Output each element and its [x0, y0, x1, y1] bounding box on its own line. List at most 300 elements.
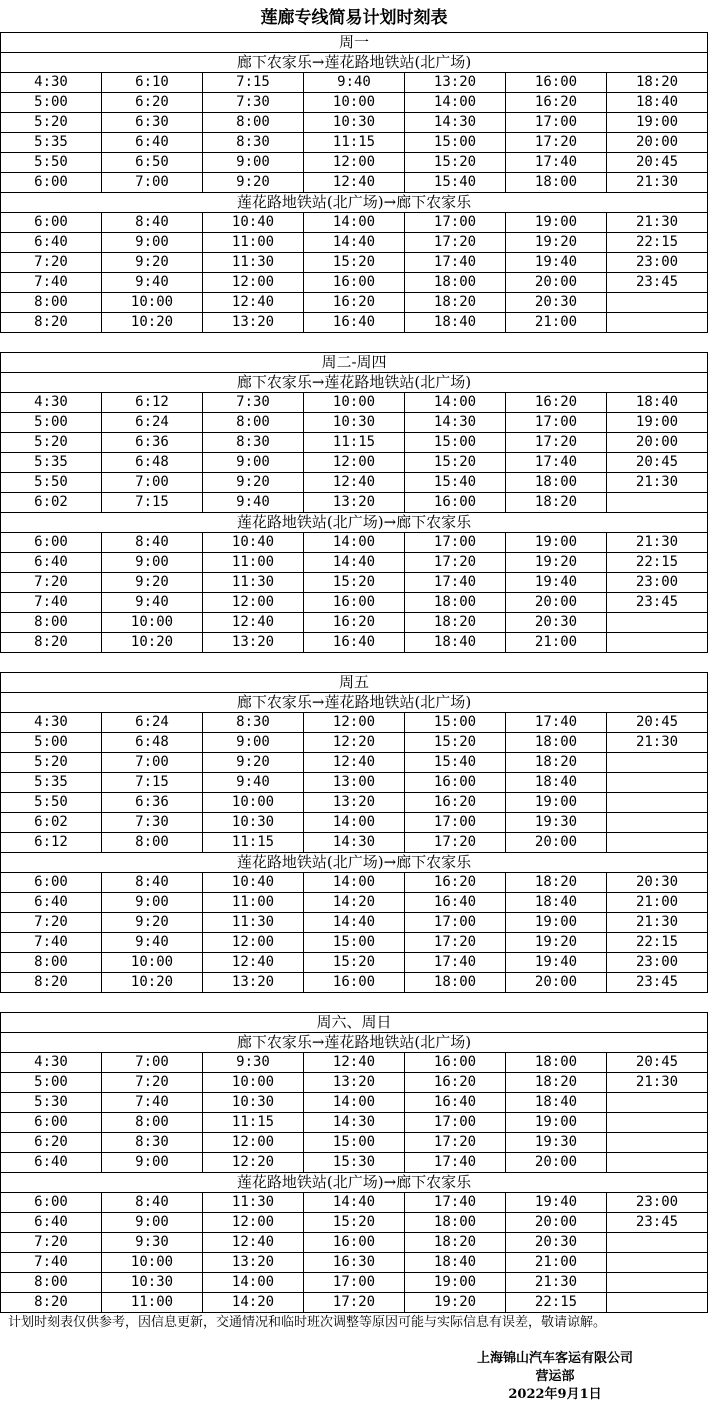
- time-cell: 10:00: [102, 293, 203, 313]
- time-cell: 10:00: [102, 1253, 203, 1273]
- time-cell: 16:20: [506, 93, 607, 113]
- time-cell: 14:30: [405, 113, 506, 133]
- time-cell: 14:30: [405, 413, 506, 433]
- table-row: [1, 833, 708, 853]
- time-cell: 6:48: [102, 733, 203, 753]
- table-row: [1, 593, 708, 613]
- time-cell: 18:00: [405, 1213, 506, 1233]
- time-cell: 8:20: [1, 633, 102, 653]
- time-cell: 6:40: [1, 553, 102, 573]
- time-cell: 23:00: [607, 573, 708, 593]
- time-cell: 9:00: [102, 1153, 203, 1173]
- time-cell: 9:20: [203, 473, 304, 493]
- table-row: [1, 1273, 708, 1293]
- time-cell: 9:40: [102, 273, 203, 293]
- time-cell: 6:40: [1, 893, 102, 913]
- disclaimer-note: 计划时刻表仅供参考，因信息更新，交通情况和临时班次调整等原因可能与实际信息有误差，敬请谅解。: [8, 1315, 607, 1330]
- time-cell: 11:30: [203, 913, 304, 933]
- time-cell: 10:00: [304, 93, 405, 113]
- time-cell: 17:00: [405, 213, 506, 233]
- time-cell: 12:00: [304, 713, 405, 733]
- time-cell: 19:30: [506, 813, 607, 833]
- time-cell: 17:40: [405, 573, 506, 593]
- table-row: [1, 493, 708, 513]
- time-cell: 5:00: [1, 413, 102, 433]
- time-cell: 17:40: [405, 253, 506, 273]
- time-cell: 6:40: [1, 233, 102, 253]
- time-cell: 18:00: [506, 1053, 607, 1073]
- time-cell: [607, 1133, 708, 1153]
- time-cell: 17:40: [405, 1153, 506, 1173]
- time-cell: 6:10: [102, 73, 203, 93]
- time-cell: 11:15: [304, 133, 405, 153]
- time-cell: 18:40: [506, 773, 607, 793]
- time-cell: 5:20: [1, 113, 102, 133]
- time-cell: 15:20: [304, 573, 405, 593]
- time-cell: 21:30: [607, 473, 708, 493]
- time-cell: 15:30: [304, 1153, 405, 1173]
- time-cell: 22:15: [607, 553, 708, 573]
- time-cell: 19:00: [506, 533, 607, 553]
- time-cell: 20:45: [607, 153, 708, 173]
- table-row: [1, 1233, 708, 1253]
- time-cell: 17:20: [506, 133, 607, 153]
- schedule-table-friday: [0, 672, 708, 993]
- time-cell: 8:40: [102, 1193, 203, 1213]
- table-row: [1, 1093, 708, 1113]
- table-row: [1, 873, 708, 893]
- time-cell: 19:00: [506, 913, 607, 933]
- time-cell: 6:12: [1, 833, 102, 853]
- table-row: [1, 413, 708, 433]
- time-cell: 10:20: [102, 973, 203, 993]
- table-row: [1, 113, 708, 133]
- time-cell: 4:30: [1, 393, 102, 413]
- time-cell: 16:00: [405, 493, 506, 513]
- table-row: [1, 633, 708, 653]
- table-row: [1, 453, 708, 473]
- time-cell: 18:20: [506, 873, 607, 893]
- time-cell: 6:48: [102, 453, 203, 473]
- time-cell: 19:00: [506, 1113, 607, 1133]
- time-cell: 12:40: [203, 293, 304, 313]
- table-row: [1, 713, 708, 733]
- time-cell: 8:30: [102, 1133, 203, 1153]
- time-cell: 20:00: [506, 833, 607, 853]
- time-cell: 10:30: [304, 413, 405, 433]
- time-cell: 8:00: [203, 113, 304, 133]
- time-cell: 21:00: [506, 1253, 607, 1273]
- time-cell: 15:00: [405, 133, 506, 153]
- time-cell: 14:00: [304, 533, 405, 553]
- time-cell: 17:40: [405, 1193, 506, 1213]
- time-cell: 8:00: [203, 413, 304, 433]
- time-cell: 16:40: [304, 633, 405, 653]
- time-cell: 10:30: [203, 1093, 304, 1113]
- time-cell: [607, 1153, 708, 1173]
- time-cell: 8:40: [102, 873, 203, 893]
- time-cell: 19:20: [506, 233, 607, 253]
- time-cell: 18:40: [506, 893, 607, 913]
- table-row: [1, 433, 708, 453]
- table-row: [1, 93, 708, 113]
- time-cell: 16:00: [304, 273, 405, 293]
- time-cell: 17:20: [405, 553, 506, 573]
- time-cell: 16:20: [405, 1073, 506, 1093]
- time-cell: 8:00: [1, 613, 102, 633]
- time-cell: 20:30: [506, 613, 607, 633]
- time-cell: 5:20: [1, 753, 102, 773]
- time-cell: 18:20: [405, 1233, 506, 1253]
- time-cell: 15:20: [304, 953, 405, 973]
- time-cell: 15:40: [405, 173, 506, 193]
- time-cell: 15:00: [405, 713, 506, 733]
- time-cell: 9:00: [203, 733, 304, 753]
- time-cell: 12:20: [304, 733, 405, 753]
- time-cell: 14:00: [304, 813, 405, 833]
- time-cell: 14:20: [203, 1293, 304, 1313]
- time-cell: 16:20: [405, 793, 506, 813]
- table-row: [1, 773, 708, 793]
- time-cell: 23:00: [607, 1193, 708, 1213]
- time-cell: 17:20: [405, 933, 506, 953]
- time-cell: [607, 493, 708, 513]
- time-cell: 18:20: [405, 613, 506, 633]
- time-cell: 9:20: [203, 753, 304, 773]
- time-cell: 9:30: [102, 1233, 203, 1253]
- time-cell: 12:40: [304, 173, 405, 193]
- table-row: [1, 973, 708, 993]
- time-cell: 7:15: [203, 73, 304, 93]
- time-cell: 18:00: [506, 173, 607, 193]
- time-cell: 16:20: [506, 393, 607, 413]
- time-cell: 5:35: [1, 133, 102, 153]
- time-cell: 8:00: [102, 1113, 203, 1133]
- table-row: [1, 1193, 708, 1213]
- time-cell: 9:00: [102, 893, 203, 913]
- time-cell: 9:40: [102, 933, 203, 953]
- direction-header: 廊下农家乐→莲花路地铁站(北广场): [1, 373, 708, 393]
- time-cell: 7:20: [1, 1233, 102, 1253]
- time-cell: 17:00: [304, 1273, 405, 1293]
- time-cell: 21:00: [506, 313, 607, 333]
- time-cell: 8:40: [102, 213, 203, 233]
- time-cell: 10:00: [203, 793, 304, 813]
- time-cell: 15:20: [304, 1213, 405, 1233]
- time-cell: 19:20: [405, 1293, 506, 1313]
- table-row: [1, 473, 708, 493]
- time-cell: 18:20: [506, 493, 607, 513]
- time-cell: 16:40: [304, 313, 405, 333]
- time-cell: 14:30: [304, 833, 405, 853]
- table-row: [1, 733, 708, 753]
- time-cell: 19:40: [506, 953, 607, 973]
- time-cell: 7:15: [102, 493, 203, 513]
- time-cell: 17:40: [506, 453, 607, 473]
- time-cell: 21:30: [607, 173, 708, 193]
- time-cell: 17:00: [405, 533, 506, 553]
- time-cell: [607, 1273, 708, 1293]
- time-cell: [607, 613, 708, 633]
- time-cell: 14:40: [304, 553, 405, 573]
- time-cell: [607, 793, 708, 813]
- time-cell: 10:40: [203, 213, 304, 233]
- time-cell: 6:12: [102, 393, 203, 413]
- time-cell: 7:15: [102, 773, 203, 793]
- time-cell: 19:20: [506, 933, 607, 953]
- time-cell: 9:40: [102, 593, 203, 613]
- time-cell: 21:30: [607, 1073, 708, 1093]
- time-cell: 21:00: [506, 633, 607, 653]
- time-cell: 14:30: [304, 1113, 405, 1133]
- time-cell: 11:15: [304, 433, 405, 453]
- time-cell: 10:00: [102, 953, 203, 973]
- time-cell: 6:20: [1, 1133, 102, 1153]
- time-cell: 18:00: [506, 473, 607, 493]
- time-cell: 20:00: [506, 1153, 607, 1173]
- time-cell: 8:20: [1, 1293, 102, 1313]
- time-cell: 5:50: [1, 473, 102, 493]
- time-cell: 8:30: [203, 713, 304, 733]
- time-cell: 23:45: [607, 1213, 708, 1233]
- time-cell: 12:00: [304, 153, 405, 173]
- time-cell: 16:40: [405, 893, 506, 913]
- time-cell: 15:20: [304, 253, 405, 273]
- time-cell: 20:45: [607, 713, 708, 733]
- time-cell: 9:30: [203, 1053, 304, 1073]
- time-cell: 9:00: [102, 233, 203, 253]
- time-cell: 7:40: [102, 1093, 203, 1113]
- time-cell: 7:00: [102, 1053, 203, 1073]
- time-cell: 8:00: [1, 293, 102, 313]
- time-cell: 9:00: [203, 453, 304, 473]
- time-cell: 14:00: [304, 213, 405, 233]
- time-cell: 17:20: [506, 433, 607, 453]
- time-cell: [607, 833, 708, 853]
- table-row: [1, 1133, 708, 1153]
- time-cell: 16:00: [304, 1233, 405, 1253]
- time-cell: 10:30: [304, 113, 405, 133]
- time-cell: 17:20: [405, 233, 506, 253]
- time-cell: 20:45: [607, 453, 708, 473]
- time-cell: 18:40: [405, 1253, 506, 1273]
- time-cell: 12:40: [304, 473, 405, 493]
- direction-header: 莲花路地铁站(北广场)→廊下农家乐: [1, 853, 708, 873]
- table-row: [1, 293, 708, 313]
- table-row: [1, 233, 708, 253]
- time-cell: [607, 1293, 708, 1313]
- time-cell: 17:00: [506, 113, 607, 133]
- time-cell: 9:20: [102, 913, 203, 933]
- time-cell: 14:20: [304, 893, 405, 913]
- time-cell: 7:40: [1, 593, 102, 613]
- time-cell: 13:20: [203, 633, 304, 653]
- time-cell: 21:30: [607, 913, 708, 933]
- time-cell: 7:00: [102, 473, 203, 493]
- time-cell: 13:20: [203, 313, 304, 333]
- time-cell: 17:40: [506, 153, 607, 173]
- time-cell: 18:20: [506, 1073, 607, 1093]
- time-cell: 19:40: [506, 1193, 607, 1213]
- time-cell: 12:00: [203, 1133, 304, 1153]
- time-cell: 22:15: [607, 233, 708, 253]
- schedule-table-monday: [0, 32, 708, 333]
- time-cell: 8:20: [1, 973, 102, 993]
- time-cell: 12:00: [203, 933, 304, 953]
- time-cell: 10:00: [304, 393, 405, 413]
- time-cell: 16:40: [405, 1093, 506, 1113]
- time-cell: 10:20: [102, 633, 203, 653]
- time-cell: 12:40: [203, 613, 304, 633]
- time-cell: 7:20: [1, 573, 102, 593]
- time-cell: 4:30: [1, 1053, 102, 1073]
- table-row: [1, 1293, 708, 1313]
- time-cell: 18:20: [405, 293, 506, 313]
- time-cell: 14:40: [304, 913, 405, 933]
- time-cell: 6:00: [1, 873, 102, 893]
- time-cell: [607, 1113, 708, 1133]
- table-row: [1, 73, 708, 93]
- table-row: [1, 793, 708, 813]
- table-row: [1, 153, 708, 173]
- time-cell: 11:15: [203, 833, 304, 853]
- time-cell: 18:40: [607, 93, 708, 113]
- time-cell: 17:20: [405, 833, 506, 853]
- time-cell: 8:00: [102, 833, 203, 853]
- time-cell: 16:00: [405, 1053, 506, 1073]
- table-row: [1, 1073, 708, 1093]
- time-cell: 10:00: [203, 1073, 304, 1093]
- time-cell: 13:20: [304, 493, 405, 513]
- time-cell: 13:00: [304, 773, 405, 793]
- page-title: 莲廊专线简易计划时刻表: [260, 8, 448, 28]
- time-cell: 8:30: [203, 433, 304, 453]
- time-cell: [607, 1233, 708, 1253]
- time-cell: 10:30: [102, 1273, 203, 1293]
- time-cell: 12:00: [203, 1213, 304, 1233]
- time-cell: 21:00: [607, 893, 708, 913]
- time-cell: 6:24: [102, 713, 203, 733]
- time-cell: 14:00: [304, 873, 405, 893]
- time-cell: 20:00: [506, 1213, 607, 1233]
- time-cell: 19:00: [405, 1273, 506, 1293]
- time-cell: 7:20: [102, 1073, 203, 1093]
- table-row: [1, 813, 708, 833]
- time-cell: 17:00: [506, 413, 607, 433]
- time-cell: 19:30: [506, 1133, 607, 1153]
- table-row: [1, 933, 708, 953]
- time-cell: 14:40: [304, 1193, 405, 1213]
- time-cell: 7:20: [1, 913, 102, 933]
- time-cell: 18:40: [405, 633, 506, 653]
- time-cell: [607, 1093, 708, 1113]
- time-cell: 17:40: [506, 713, 607, 733]
- time-cell: 16:20: [405, 873, 506, 893]
- time-cell: 11:30: [203, 1193, 304, 1213]
- direction-header: 莲花路地铁站(北广场)→廊下农家乐: [1, 1173, 708, 1193]
- time-cell: 21:30: [607, 733, 708, 753]
- time-cell: 16:00: [405, 773, 506, 793]
- time-cell: 15:20: [405, 153, 506, 173]
- time-cell: 20:00: [506, 973, 607, 993]
- time-cell: 18:40: [506, 1093, 607, 1113]
- time-cell: 20:00: [506, 593, 607, 613]
- time-cell: 6:02: [1, 813, 102, 833]
- time-cell: 6:40: [102, 133, 203, 153]
- time-cell: 12:40: [203, 953, 304, 973]
- department-name: 营运部: [535, 1369, 575, 1384]
- time-cell: 23:00: [607, 953, 708, 973]
- time-cell: 11:00: [203, 893, 304, 913]
- direction-header: 莲花路地铁站(北广场)→廊下农家乐: [1, 513, 708, 533]
- time-cell: 23:45: [607, 273, 708, 293]
- time-cell: 7:40: [1, 273, 102, 293]
- time-cell: 18:00: [405, 273, 506, 293]
- time-cell: [607, 633, 708, 653]
- time-cell: 8:40: [102, 533, 203, 553]
- time-cell: 12:40: [304, 1053, 405, 1073]
- time-cell: 5:00: [1, 733, 102, 753]
- time-cell: 6:40: [1, 1153, 102, 1173]
- time-cell: 11:00: [203, 233, 304, 253]
- time-cell: 6:24: [102, 413, 203, 433]
- time-cell: 9:20: [102, 253, 203, 273]
- time-cell: 10:30: [203, 813, 304, 833]
- time-cell: 23:45: [607, 593, 708, 613]
- time-cell: 7:30: [203, 393, 304, 413]
- time-cell: 12:40: [304, 753, 405, 773]
- time-cell: 20:30: [607, 873, 708, 893]
- time-cell: 12:40: [203, 1233, 304, 1253]
- table-row: [1, 253, 708, 273]
- time-cell: 5:35: [1, 453, 102, 473]
- time-cell: 19:20: [506, 553, 607, 573]
- time-cell: 15:00: [304, 1133, 405, 1153]
- time-cell: 21:30: [607, 533, 708, 553]
- time-cell: 20:45: [607, 1053, 708, 1073]
- time-cell: 8:30: [203, 133, 304, 153]
- table-row: [1, 753, 708, 773]
- time-cell: 9:40: [304, 73, 405, 93]
- day-header: 周一: [1, 33, 708, 53]
- table-row: [1, 533, 708, 553]
- time-cell: 19:00: [607, 413, 708, 433]
- time-cell: 7:30: [203, 93, 304, 113]
- schedule-table-weekend: [0, 1012, 708, 1313]
- time-cell: 22:15: [607, 933, 708, 953]
- time-cell: 18:40: [607, 393, 708, 413]
- time-cell: 5:30: [1, 1093, 102, 1113]
- time-cell: 6:00: [1, 1193, 102, 1213]
- time-cell: 18:40: [405, 313, 506, 333]
- time-cell: 19:00: [506, 213, 607, 233]
- time-cell: 17:40: [405, 953, 506, 973]
- time-cell: 19:40: [506, 573, 607, 593]
- time-cell: 6:36: [102, 433, 203, 453]
- time-cell: 12:00: [304, 453, 405, 473]
- direction-header: 莲花路地铁站(北广场)→廊下农家乐: [1, 193, 708, 213]
- time-cell: 6:00: [1, 533, 102, 553]
- time-cell: 10:00: [102, 613, 203, 633]
- time-cell: 5:20: [1, 433, 102, 453]
- table-row: [1, 553, 708, 573]
- time-cell: 14:00: [203, 1273, 304, 1293]
- time-cell: [607, 1253, 708, 1273]
- time-cell: 18:00: [405, 593, 506, 613]
- table-row: [1, 393, 708, 413]
- table-row: [1, 173, 708, 193]
- time-cell: 11:30: [203, 573, 304, 593]
